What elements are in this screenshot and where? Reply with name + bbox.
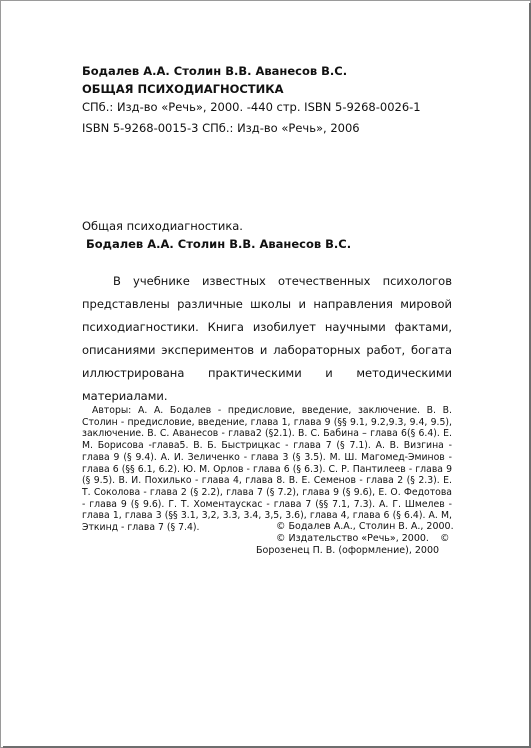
publication-info-1: СПб.: Изд-во «Речь», 2000. -440 стр. ISBN 5-9268-0026-1 xyxy=(82,100,421,114)
publication-info-2: ISBN 5-9268-0015-3 СПб.: Изд-во «Речь», 2006 xyxy=(82,121,360,135)
book-title: Общая психодиагностика. xyxy=(82,219,243,233)
header-authors: Бодалев А.А. Столин В.В. Аванесов В.С. xyxy=(82,64,348,78)
copyright-line-2: © Издательство «Речь», 2000. xyxy=(276,533,429,544)
copyright-line-1: © Бодалев А.А., Столин В. А., 2000. xyxy=(276,521,454,532)
abstract-paragraph: В учебнике известных отечественных психологов представлены различные школы и направления мировой психодиагностики. Книга изобилует научными фактами, описаниями экспериментов и лабораторных работ, богата иллюстрирована практическими и методическими материалами. xyxy=(82,274,452,403)
authors-contributions: Авторы: А. А. Бодалев - предисловие, введение, заключение. В. В. Столин - предисловие, введение, глава 1, глава 9 (§§ 9.1, 9.2,9.3, 9.4, 9.5), заключение. В. С. Аванесов - глава2 (§2.1). В. С. Бабина – глава 6(§ 6.4). Е. М. Борисова -глава5. В. Б. Быстрицкас - глава 7 (§ 7.1). А. В. Визгина - глава 9 (§ 9.4). А. И. Зеличенко - глава 3 (§ 3.5). М. Ш. Магомед-Эминов - глава 6 (§§ 6.1, 6.2). Ю. М. Орлов - глава 6 (§ 6.3). С. Р. Пантилеев - глава 9 (§ 9.5). В. И. Похилько - глава 4, глава 8. В. Е. Семенов - глава 2 (§ 2.3). Е. Т. Соколова - глава 2 (§ 2.2), глава 7 (§ 7.2), глава 9 (§ 9.6), Е. О. Федотова - глава 9 (§ 9.6). Г. Т. Хоментаускас - глава 7 (§§ 7.1, 7.3). А. Г. Шмелев - глава 1, глава 3 (§§ 3.1, 3,2, 3.3, 3.4, 3,5, 3.6), глава 4, глава 6 (§ 6.4). А. М, Эткинд - глава 7 (§ 7.4). xyxy=(82,405,452,534)
book-authors: Бодалев А.А. Столин В.В. Аванесов В.С. xyxy=(86,237,352,251)
copyright-symbol: © xyxy=(440,533,450,544)
copyright-line-3: Борозенец П. В. (оформление), 2000 xyxy=(256,545,440,556)
header-title: ОБЩАЯ ПСИХОДИАГНОСТИКА xyxy=(82,82,284,96)
